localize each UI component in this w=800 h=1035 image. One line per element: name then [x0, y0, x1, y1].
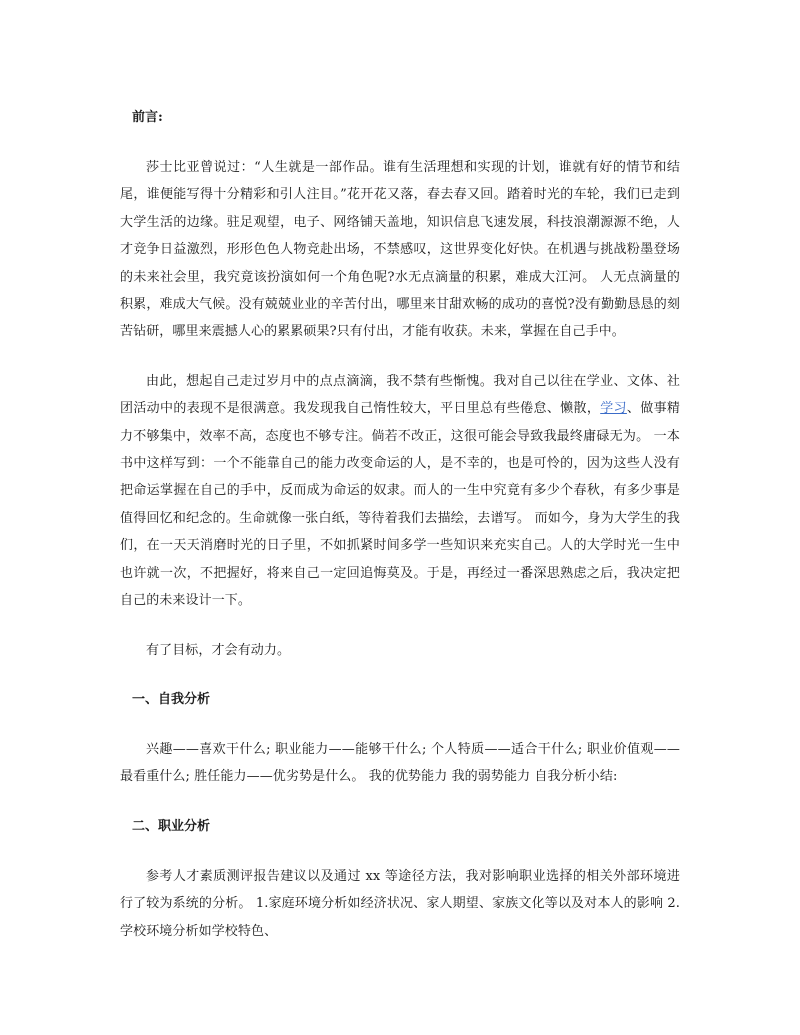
- study-link[interactable]: 学习: [600, 401, 627, 417]
- preface-paragraph-3: 有了目标，才会有动力。: [146, 642, 291, 658]
- section-career-analysis-paragraph: 参考人才素质测评报告建议以及通过 xx 等途径方法，我对影响职业选择的相关外部环境进行了较为系统的分析。 1.家庭环境分析如经济状况、家人期望、家族文化等以及对本人的影响 2.学校环境分析如学校特色、: [120, 868, 680, 939]
- preface-paragraph-1: 莎士比亚曾说过：“人生就是一部作品。谁有生活理想和实现的计划，谁就有好的情节和结尾，谁便能写得十分精彩和引人注目。”花开花又落，春去春又回。踏着时光的车轮，我们已走到大学生活的边缘。驻足观望，电子、网络铺天盖地，知识信息飞速发展，科技浪潮源源不绝，人才竞争日益激烈，形形色色人物竞赴出场，不禁感叹，这世界变化好快。在机遇与挑战粉墨登场的未来社会里，我究竟该扮演如何一个角色呢?水无点滴量的积累，难成大江河。 人无点滴量的积累，难成大气候。没有兢兢业业的辛苦付出，哪里来甘甜欢畅的成功的喜悦?没有勤勤恳恳的刻苦钻研，哪里来震撼人心的累累硕果?只有付出，才能有收获。未来，掌握在自己手中。: [120, 160, 680, 340]
- preface-paragraph-2-text-a: 由此，想起自己走过岁月中的点点滴滴，我不禁有些惭愧。我对自己以往在学业、文体、社团活动中的表现不是很满意。我发现我自己惰性较大，平日里总有些倦怠、懒散，: [120, 373, 680, 417]
- preface-paragraph-2-text-b: 、做事精力不够集中，效率不高，态度也不够专注。倘若不改正，这很可能会导致我最终庸碌无为。 一本书中这样写到：一个不能靠自己的能力改变命运的人，是不幸的，也是可怜的，因为这些人没有把命运掌握在自己的手中，反而成为命运的奴隶。而人的一生中究竟有多少个春秋，有多少事是值得回忆和纪念的。生命就像一张白纸，等待着我们去描绘，去谱写。 而如今，身为大学生的我们，在一天天消磨时光的日子里，不如抓紧时间多学一些知识来充实自己。人的大学时光一生中也许就一次，不把握好，将来自己一定回追悔莫及。于是，再经过一番深思熟虑之后，我决定把自己的未来设计一下。: [120, 401, 681, 609]
- spacer: [120, 791, 680, 817]
- spacer: [120, 346, 680, 368]
- preface-heading: 前言:: [132, 110, 163, 125]
- spacer: [120, 615, 680, 637]
- section-self-analysis-paragraph: 兴趣——喜欢干什么; 职业能力——能够干什么; 个人特质——适合干什么; 职业价值观——最看重什么; 胜任能力——优劣势是什么。 我的优势能力 我的弱势能力 自我分析小结:: [120, 741, 680, 785]
- section-self-analysis-heading: 一、自我分析: [132, 691, 211, 707]
- spacer: [120, 664, 680, 690]
- spacer: [120, 710, 680, 736]
- spacer: [120, 128, 680, 154]
- section-career-analysis-heading: 二、职业分析: [132, 818, 211, 834]
- preface-paragraph-2: [120, 368, 680, 615]
- spacer: [120, 837, 680, 863]
